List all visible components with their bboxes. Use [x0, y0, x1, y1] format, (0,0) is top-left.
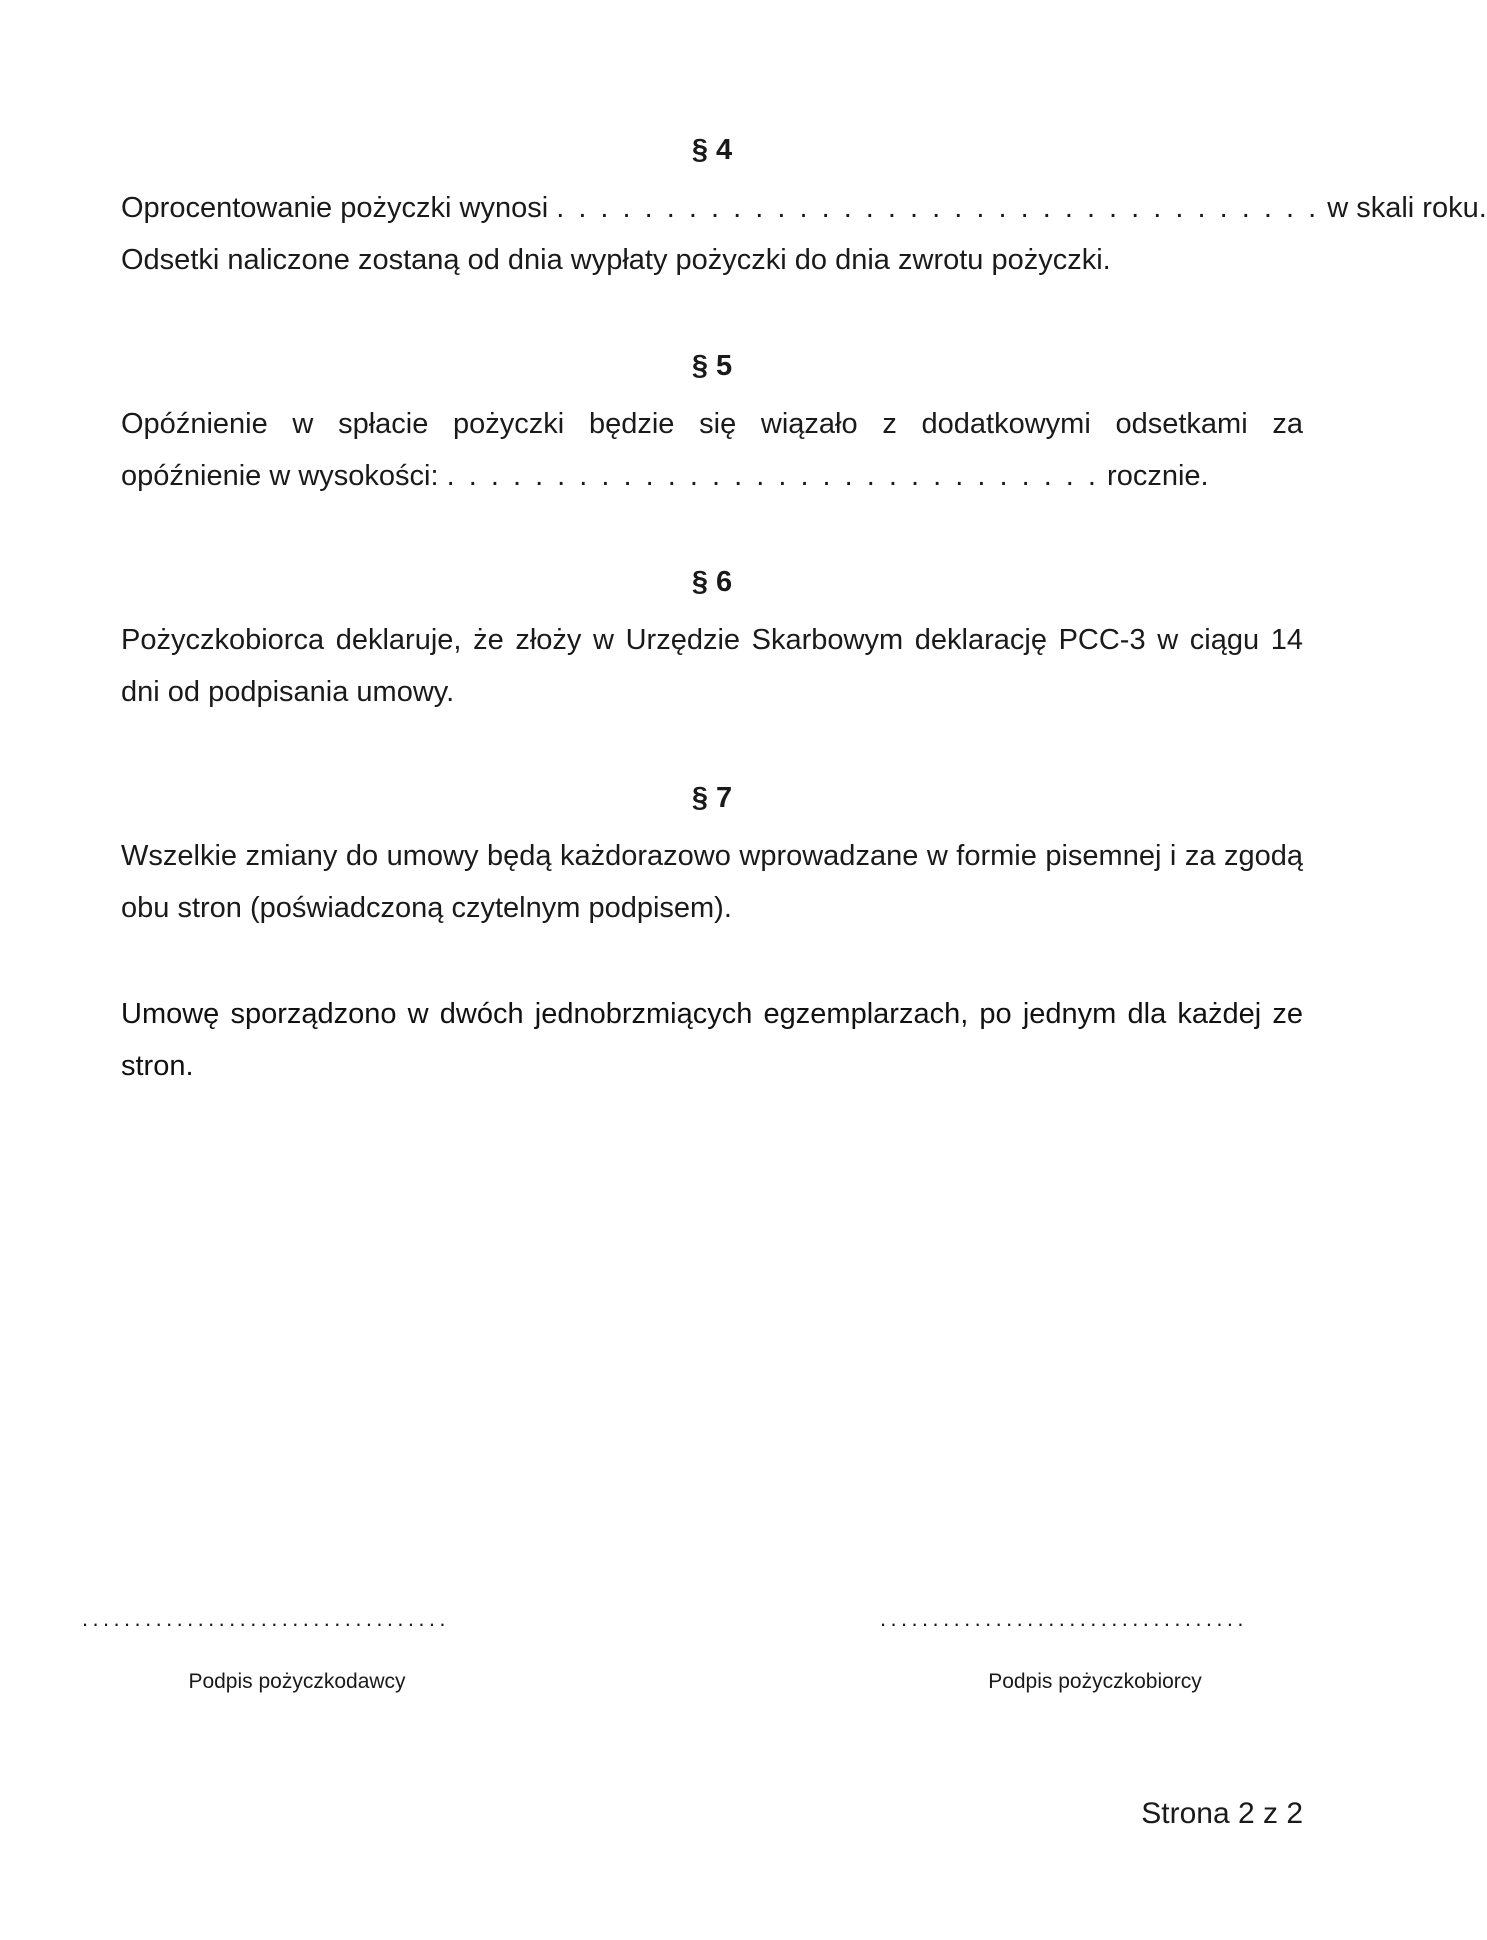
section-7 — [121, 780, 1303, 934]
section-4-line-2: Odsetki naliczone zostaną od dnia wypłaty pożyczki do dnia zwrotu pożyczki. — [121, 244, 1111, 276]
section-5-rate-blank: . . . . . . . . . . . . . . . . . . . . . . . . . . . . . . — [446, 460, 1099, 492]
section-5-heading: § 5 — [691, 350, 733, 382]
section-4-interest-suffix: w skali roku. — [1319, 192, 1487, 224]
section-5-line-2 — [121, 450, 1303, 502]
section-7-text: Wszelkie zmiany do umowy będą każdorazowo wprowadzane w formie pisemnej i za zgodą obu stron (poświadczoną czytelnym podpisem). — [121, 840, 1303, 924]
section-5-line-1: Opóźnienie w spłacie pożyczki będzie się wiązało z dodatkowymi odsetkami za — [121, 408, 1303, 440]
section-5 — [121, 348, 1303, 502]
section-4-line-1 — [121, 182, 1487, 234]
closing-statement — [121, 988, 1303, 1092]
closing-text: Umowę sporządzono w dwóch jednobrzmiących egzemplarzach, po jednym dla każdej ze stron. — [121, 998, 1303, 1082]
section-5-rate-suffix: rocznie. — [1098, 460, 1209, 492]
section-4-heading: § 4 — [691, 134, 733, 166]
section-4-interest-blank: . . . . . . . . . . . . . . . . . . . . . . . . . . . . . . . . . . . — [556, 192, 1320, 224]
section-7-heading: § 7 — [691, 782, 733, 814]
signature-lender — [82, 1604, 512, 1696]
signature-borrower — [880, 1604, 1310, 1696]
signature-borrower-label: Podpis pożyczkobiorcy — [988, 1670, 1202, 1693]
section-6-text: Pożyczkobiorca deklaruje, że złoży w Urzędzie Skarbowym deklarację PCC-3 w ciągu 14 dni od podpisania umowy. — [121, 624, 1303, 708]
signature-borrower-line: ................................... — [880, 1606, 1248, 1631]
page-number: Strona 2 z 2 — [1141, 1797, 1303, 1830]
section-4-interest-label: Oprocentowanie pożyczki wynosi — [121, 192, 557, 224]
section-4 — [121, 132, 1487, 286]
section-6-heading: § 6 — [691, 566, 733, 598]
section-5-rate-label: opóźnienie w wysokości: — [121, 460, 447, 492]
signature-lender-label: Podpis pożyczkodawcy — [188, 1670, 406, 1693]
section-6 — [121, 564, 1303, 718]
signature-lender-line: ................................... — [82, 1606, 450, 1631]
